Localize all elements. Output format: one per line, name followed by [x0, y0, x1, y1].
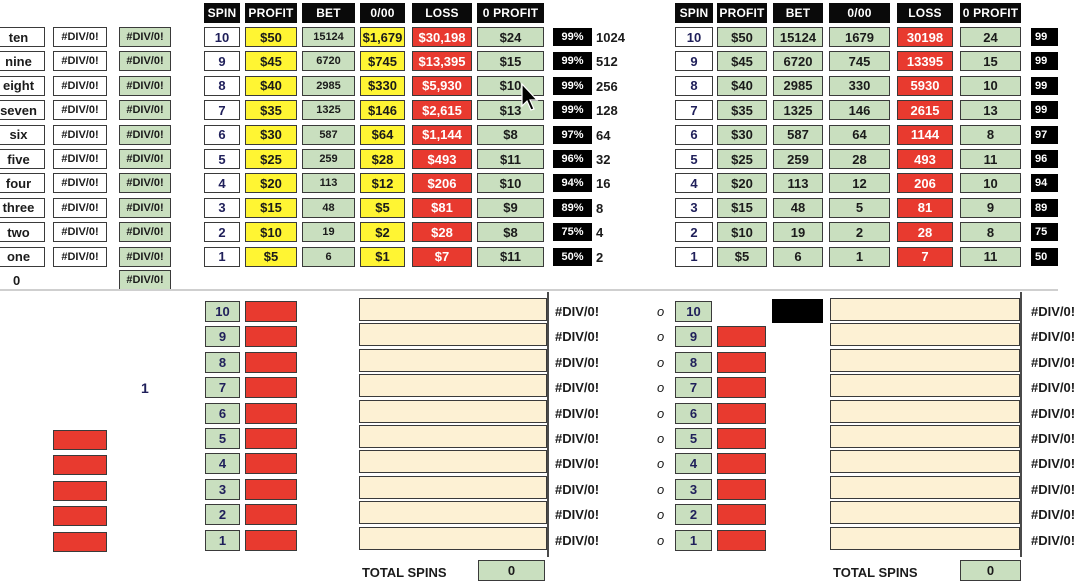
right-div-error-label: #DIV/0! — [1031, 380, 1075, 396]
percent-badge: 75% — [553, 223, 592, 241]
right-cell-bet: 113 — [773, 173, 823, 193]
multiplier-value: 512 — [596, 54, 618, 70]
right-percent-badge: 99 — [1031, 28, 1058, 46]
section-divider — [0, 289, 1058, 291]
header-zero-profit: 0 PROFIT — [477, 3, 544, 23]
right-cell-bet: 48 — [773, 198, 823, 218]
red-bar-cell — [245, 453, 297, 474]
right-percent-badge: 97 — [1031, 126, 1058, 144]
right-cell-bet: 2985 — [773, 76, 823, 96]
right-cell-profit: $15 — [717, 198, 767, 218]
cell-zprofit: $9 — [477, 198, 544, 218]
right-cell-loss: 7 — [897, 247, 953, 267]
cell-profit: $10 — [245, 222, 297, 242]
right-header-zero-profit: 0 PROFIT — [960, 3, 1021, 23]
cell-zprofit: $24 — [477, 27, 544, 47]
div-error-cell: #DIV/0! — [53, 247, 107, 267]
cell-spin: 9 — [204, 51, 240, 71]
right-cell-spin: 9 — [675, 51, 713, 71]
cell-loss: $7 — [412, 247, 472, 267]
left-red-bar — [53, 532, 107, 552]
right-entry-row[interactable] — [830, 450, 1020, 473]
header-profit: PROFIT — [245, 3, 297, 23]
cell-zprofit: $10 — [477, 76, 544, 96]
right-cell-zprofit: 11 — [960, 247, 1021, 267]
multiplier-value: 1024 — [596, 30, 625, 45]
right-cell-profit: $50 — [717, 27, 767, 47]
right-spin-number-box: 6 — [675, 403, 712, 424]
total-spins-value: 0 — [478, 560, 545, 581]
div-error-cell: #DIV/0! — [119, 27, 171, 47]
right-cell-bet: 19 — [773, 222, 823, 242]
level-name-cell: three — [0, 198, 45, 218]
right-red-bar-cell — [717, 403, 766, 424]
right-cell-profit: $30 — [717, 125, 767, 145]
div-error-label: #DIV/0! — [555, 532, 600, 548]
div-error-cell: #DIV/0! — [119, 270, 171, 290]
spin-number-box: 8 — [205, 352, 240, 373]
entry-column-rule — [547, 292, 549, 557]
right-spin-number-box: 2 — [675, 504, 712, 525]
o-marker: o — [657, 380, 665, 396]
multiplier-value: 128 — [596, 103, 618, 119]
right-cell-loss: 13395 — [897, 51, 953, 71]
right-cell-spin: 2 — [675, 222, 713, 242]
right-cell-spin: 10 — [675, 27, 713, 47]
cell-profit: $5 — [245, 247, 297, 267]
right-percent-badge: 99 — [1031, 101, 1058, 119]
spin-number-box: 6 — [205, 403, 240, 424]
div-error-cell: #DIV/0! — [53, 76, 107, 96]
level-name-cell: four — [0, 173, 45, 193]
cell-zz: $64 — [360, 125, 405, 145]
div-error-label: #DIV/0! — [555, 304, 600, 319]
right-entry-column-rule — [1020, 292, 1022, 557]
div-error-cell: #DIV/0! — [119, 222, 171, 242]
cell-zprofit: $11 — [477, 247, 544, 267]
right-div-error-label: #DIV/0! — [1031, 329, 1075, 345]
right-spin-number-box: 1 — [675, 530, 712, 551]
red-bar-cell — [245, 530, 297, 551]
cell-zz: $330 — [360, 76, 405, 96]
right-header-zero-double-zero: 0/00 — [829, 3, 890, 23]
right-cell-spin: 6 — [675, 125, 713, 145]
cell-spin: 4 — [204, 173, 240, 193]
right-cell-zz: 1 — [829, 247, 890, 267]
right-div-error-label: #DIV/0! — [1031, 405, 1075, 421]
right-cell-zz: 5 — [829, 198, 890, 218]
div-error-cell: #DIV/0! — [53, 149, 107, 169]
red-bar-cell — [245, 377, 297, 398]
cell-profit: $25 — [245, 149, 297, 169]
right-entry-row[interactable] — [830, 298, 1020, 321]
div-error-cell: #DIV/0! — [119, 125, 171, 145]
percent-badge: 50% — [553, 248, 592, 266]
cell-zprofit: $13 — [477, 100, 544, 120]
right-spin-number-box: 10 — [675, 301, 712, 322]
cell-loss: $5,930 — [412, 76, 472, 96]
level-name-cell: two — [0, 222, 45, 242]
cell-bet: 2985 — [302, 76, 355, 96]
right-cell-bet: 587 — [773, 125, 823, 145]
total-spins-label: TOTAL SPINS — [362, 565, 447, 580]
right-cell-zz: 330 — [829, 76, 890, 96]
mouse-cursor-icon — [520, 82, 540, 112]
right-cell-zz: 1679 — [829, 27, 890, 47]
right-red-bar-cell — [717, 428, 766, 449]
div-error-cell: #DIV/0! — [119, 198, 171, 218]
o-marker: o — [657, 507, 665, 523]
cell-bet: 6 — [302, 247, 355, 267]
entry-row[interactable] — [359, 349, 547, 372]
right-header-bet: BET — [773, 3, 823, 23]
level-name-cell: eight — [0, 76, 45, 96]
o-marker: o — [657, 329, 665, 345]
right-cell-bet: 6 — [773, 247, 823, 267]
right-cell-profit: $45 — [717, 51, 767, 71]
right-cell-profit: $25 — [717, 149, 767, 169]
cell-bet: 259 — [302, 149, 355, 169]
percent-badge: 97% — [553, 126, 592, 144]
cell-profit: $50 — [245, 27, 297, 47]
red-bar-cell — [245, 504, 297, 525]
right-cell-zprofit: 15 — [960, 51, 1021, 71]
right-percent-badge: 96 — [1031, 150, 1058, 168]
right-cell-zz: 745 — [829, 51, 890, 71]
right-cell-profit: $5 — [717, 247, 767, 267]
right-cell-zz: 12 — [829, 173, 890, 193]
right-div-error-label: #DIV/0! — [1031, 354, 1075, 370]
cell-profit: $35 — [245, 100, 297, 120]
right-div-error-label: #DIV/0! — [1031, 304, 1075, 319]
right-percent-badge: 99 — [1031, 77, 1058, 95]
right-cell-spin: 4 — [675, 173, 713, 193]
cell-spin: 10 — [204, 27, 240, 47]
right-cell-loss: 2615 — [897, 100, 953, 120]
div-error-cell: #DIV/0! — [119, 247, 171, 267]
right-cell-loss: 493 — [897, 149, 953, 169]
right-percent-badge: 94 — [1031, 174, 1058, 192]
cell-bet: 1325 — [302, 100, 355, 120]
right-red-bar-cell — [717, 479, 766, 500]
cell-profit: $40 — [245, 76, 297, 96]
cell-zz: $745 — [360, 51, 405, 71]
right-cell-zz: 64 — [829, 125, 890, 145]
cell-zz: $12 — [360, 173, 405, 193]
percent-badge: 89% — [553, 199, 592, 217]
left-red-bar — [53, 481, 107, 501]
right-red-bar-cell — [717, 326, 766, 347]
spin-number-box: 3 — [205, 479, 240, 500]
right-cell-zz: 2 — [829, 222, 890, 242]
cell-bet: 6720 — [302, 51, 355, 71]
right-header-loss: LOSS — [897, 3, 953, 23]
spin-number-box: 1 — [205, 530, 240, 551]
cell-spin: 5 — [204, 149, 240, 169]
red-bar-cell — [245, 479, 297, 500]
spin-number-box: 4 — [205, 453, 240, 474]
entry-row[interactable] — [359, 323, 547, 346]
cell-spin: 1 — [204, 247, 240, 267]
div-error-cell: #DIV/0! — [53, 51, 107, 71]
right-cell-zprofit: 10 — [960, 76, 1021, 96]
right-cell-bet: 15124 — [773, 27, 823, 47]
right-cell-loss: 28 — [897, 222, 953, 242]
o-marker: o — [657, 354, 665, 370]
left-red-bar — [53, 506, 107, 526]
header-loss: LOSS — [412, 3, 472, 23]
div-error-cell: #DIV/0! — [119, 76, 171, 96]
div-error-cell: #DIV/0! — [53, 173, 107, 193]
multiplier-value: 32 — [596, 152, 611, 167]
right-cell-zprofit: 11 — [960, 149, 1021, 169]
entry-row[interactable] — [359, 450, 547, 473]
cell-loss: $81 — [412, 198, 472, 218]
entry-row[interactable] — [359, 374, 547, 397]
right-cell-bet: 1325 — [773, 100, 823, 120]
right-cell-zprofit: 10 — [960, 173, 1021, 193]
right-cell-profit: $35 — [717, 100, 767, 120]
percent-badge: 99% — [553, 52, 592, 70]
percent-badge: 99% — [553, 77, 592, 95]
right-div-error-label: #DIV/0! — [1031, 481, 1075, 497]
o-marker: o — [657, 405, 665, 421]
right-cell-zz: 146 — [829, 100, 890, 120]
right-cell-zprofit: 13 — [960, 100, 1021, 120]
right-red-bar-cell — [717, 453, 766, 474]
entry-row[interactable] — [359, 425, 547, 448]
o-marker: o — [657, 532, 665, 548]
red-bar-cell — [245, 428, 297, 449]
right-red-bar-cell — [717, 504, 766, 525]
right-cell-profit: $10 — [717, 222, 767, 242]
div-error-cell: #DIV/0! — [119, 173, 171, 193]
cell-zprofit: $11 — [477, 149, 544, 169]
right-entry-row[interactable] — [830, 476, 1020, 499]
o-marker: o — [657, 304, 665, 319]
cell-bet: 48 — [302, 198, 355, 218]
multiplier-value: 16 — [596, 176, 611, 192]
level-name-cell: one — [0, 247, 45, 267]
right-percent-badge: 89 — [1031, 199, 1058, 217]
spin-number-box: 2 — [205, 504, 240, 525]
div-error-label: #DIV/0! — [555, 507, 600, 523]
red-bar-cell — [245, 403, 297, 424]
div-error-label: #DIV/0! — [555, 481, 600, 497]
cell-profit: $15 — [245, 198, 297, 218]
cell-loss: $2,615 — [412, 100, 472, 120]
left-red-bar — [53, 455, 107, 475]
black-box — [772, 299, 823, 323]
right-entry-row[interactable] — [830, 425, 1020, 448]
right-cell-profit: $20 — [717, 173, 767, 193]
right-spin-number-box: 7 — [675, 377, 712, 398]
cell-loss: $30,198 — [412, 27, 472, 47]
right-cell-zprofit: 8 — [960, 125, 1021, 145]
div-error-cell: #DIV/0! — [119, 149, 171, 169]
cell-loss: $1,144 — [412, 125, 472, 145]
cell-loss: $13,395 — [412, 51, 472, 71]
header-zero-double-zero: 0/00 — [360, 3, 405, 23]
cell-zz: $1 — [360, 247, 405, 267]
right-cell-zprofit: 9 — [960, 198, 1021, 218]
right-total-spins-label: TOTAL SPINS — [833, 565, 918, 580]
div-error-cell: #DIV/0! — [53, 100, 107, 120]
right-cell-spin: 5 — [675, 149, 713, 169]
cell-loss: $206 — [412, 173, 472, 193]
right-cell-loss: 206 — [897, 173, 953, 193]
cell-profit: $45 — [245, 51, 297, 71]
right-entry-row[interactable] — [830, 400, 1020, 423]
cell-zz: $5 — [360, 198, 405, 218]
cell-spin: 6 — [204, 125, 240, 145]
multiplier-value: 256 — [596, 78, 618, 94]
cell-bet: 19 — [302, 222, 355, 242]
div-error-label: #DIV/0! — [555, 405, 600, 421]
cell-spin: 2 — [204, 222, 240, 242]
right-header-spin: SPIN — [675, 3, 713, 23]
level-name-cell: seven — [0, 100, 45, 120]
header-spin: SPIN — [204, 3, 240, 23]
red-bar-cell — [245, 301, 297, 322]
cell-zprofit: $15 — [477, 51, 544, 71]
zero-label: 0 — [13, 273, 21, 288]
right-cell-spin: 7 — [675, 100, 713, 120]
cell-zz: $28 — [360, 149, 405, 169]
spin-number-box: 9 — [205, 326, 240, 347]
entry-row[interactable] — [359, 298, 547, 321]
right-entry-row[interactable] — [830, 349, 1020, 372]
div-error-label: #DIV/0! — [555, 329, 600, 345]
marker-one: 1 — [141, 380, 149, 396]
right-red-bar-cell — [717, 530, 766, 551]
level-name-cell: ten — [0, 27, 45, 47]
right-cell-loss: 5930 — [897, 76, 953, 96]
div-error-label: #DIV/0! — [555, 431, 600, 446]
percent-badge: 94% — [553, 174, 592, 192]
percent-badge: 99% — [553, 101, 592, 119]
cell-zz: $1,679 — [360, 27, 405, 47]
entry-row[interactable] — [359, 400, 547, 423]
right-cell-zz: 28 — [829, 149, 890, 169]
header-bet: BET — [302, 3, 355, 23]
right-entry-row[interactable] — [830, 374, 1020, 397]
right-red-bar-cell — [717, 352, 766, 373]
red-bar-cell — [245, 352, 297, 373]
right-div-error-label: #DIV/0! — [1031, 456, 1075, 472]
entry-row[interactable] — [359, 476, 547, 499]
right-cell-loss: 30198 — [897, 27, 953, 47]
div-error-cell: #DIV/0! — [53, 125, 107, 145]
cell-zz: $146 — [360, 100, 405, 120]
spin-number-box: 10 — [205, 301, 240, 322]
red-bar-cell — [245, 326, 297, 347]
spin-number-box: 5 — [205, 428, 240, 449]
right-entry-row[interactable] — [830, 527, 1020, 550]
div-error-cell: #DIV/0! — [119, 51, 171, 71]
right-percent-badge: 75 — [1031, 223, 1058, 241]
o-marker: o — [657, 481, 665, 497]
spin-number-box: 7 — [205, 377, 240, 398]
right-cell-loss: 81 — [897, 198, 953, 218]
level-name-cell: five — [0, 149, 45, 169]
right-spin-number-box: 5 — [675, 428, 712, 449]
entry-row[interactable] — [359, 501, 547, 524]
right-entry-row[interactable] — [830, 501, 1020, 524]
cell-spin: 3 — [204, 198, 240, 218]
right-cell-spin: 1 — [675, 247, 713, 267]
right-cell-loss: 1144 — [897, 125, 953, 145]
cell-spin: 7 — [204, 100, 240, 120]
div-error-cell: #DIV/0! — [119, 100, 171, 120]
percent-badge: 96% — [553, 150, 592, 168]
right-percent-badge: 99 — [1031, 52, 1058, 70]
cell-zprofit: $8 — [477, 125, 544, 145]
cell-bet: 587 — [302, 125, 355, 145]
cell-spin: 8 — [204, 76, 240, 96]
right-spin-number-box: 3 — [675, 479, 712, 500]
right-header-profit: PROFIT — [717, 3, 767, 23]
multiplier-value: 8 — [596, 200, 604, 216]
div-error-label: #DIV/0! — [555, 380, 600, 396]
div-error-label: #DIV/0! — [555, 354, 600, 370]
right-cell-spin: 3 — [675, 198, 713, 218]
right-red-bar-cell — [717, 377, 766, 398]
right-cell-bet: 259 — [773, 149, 823, 169]
right-entry-row[interactable] — [830, 323, 1020, 346]
right-cell-profit: $40 — [717, 76, 767, 96]
right-spin-number-box: 9 — [675, 326, 712, 347]
right-percent-badge: 50 — [1031, 248, 1058, 266]
right-spin-number-box: 4 — [675, 453, 712, 474]
right-div-error-label: #DIV/0! — [1031, 431, 1075, 446]
percent-badge: 99% — [553, 28, 592, 46]
level-name-cell: nine — [0, 51, 45, 71]
cell-bet: 15124 — [302, 27, 355, 47]
div-error-cell: #DIV/0! — [53, 198, 107, 218]
right-cell-zprofit: 24 — [960, 27, 1021, 47]
left-red-bar — [53, 430, 107, 450]
entry-row[interactable] — [359, 527, 547, 550]
right-spin-number-box: 8 — [675, 352, 712, 373]
multiplier-value: 4 — [596, 225, 604, 241]
cell-profit: $20 — [245, 173, 297, 193]
right-total-spins-value: 0 — [960, 560, 1021, 581]
right-div-error-label: #DIV/0! — [1031, 507, 1075, 523]
cell-zprofit: $10 — [477, 173, 544, 193]
o-marker: o — [657, 431, 665, 446]
o-marker: o — [657, 456, 665, 472]
level-name-cell: six — [0, 125, 45, 145]
cell-loss: $28 — [412, 222, 472, 242]
div-error-cell: #DIV/0! — [53, 27, 107, 47]
cell-bet: 113 — [302, 173, 355, 193]
multiplier-value: 64 — [596, 127, 611, 143]
right-cell-bet: 6720 — [773, 51, 823, 71]
right-cell-zprofit: 8 — [960, 222, 1021, 242]
cell-zz: $2 — [360, 222, 405, 242]
right-div-error-label: #DIV/0! — [1031, 532, 1075, 548]
multiplier-value: 2 — [596, 249, 604, 265]
cell-zprofit: $8 — [477, 222, 544, 242]
cell-profit: $30 — [245, 125, 297, 145]
div-error-label: #DIV/0! — [555, 456, 600, 472]
right-cell-spin: 8 — [675, 76, 713, 96]
div-error-cell: #DIV/0! — [53, 222, 107, 242]
cell-loss: $493 — [412, 149, 472, 169]
